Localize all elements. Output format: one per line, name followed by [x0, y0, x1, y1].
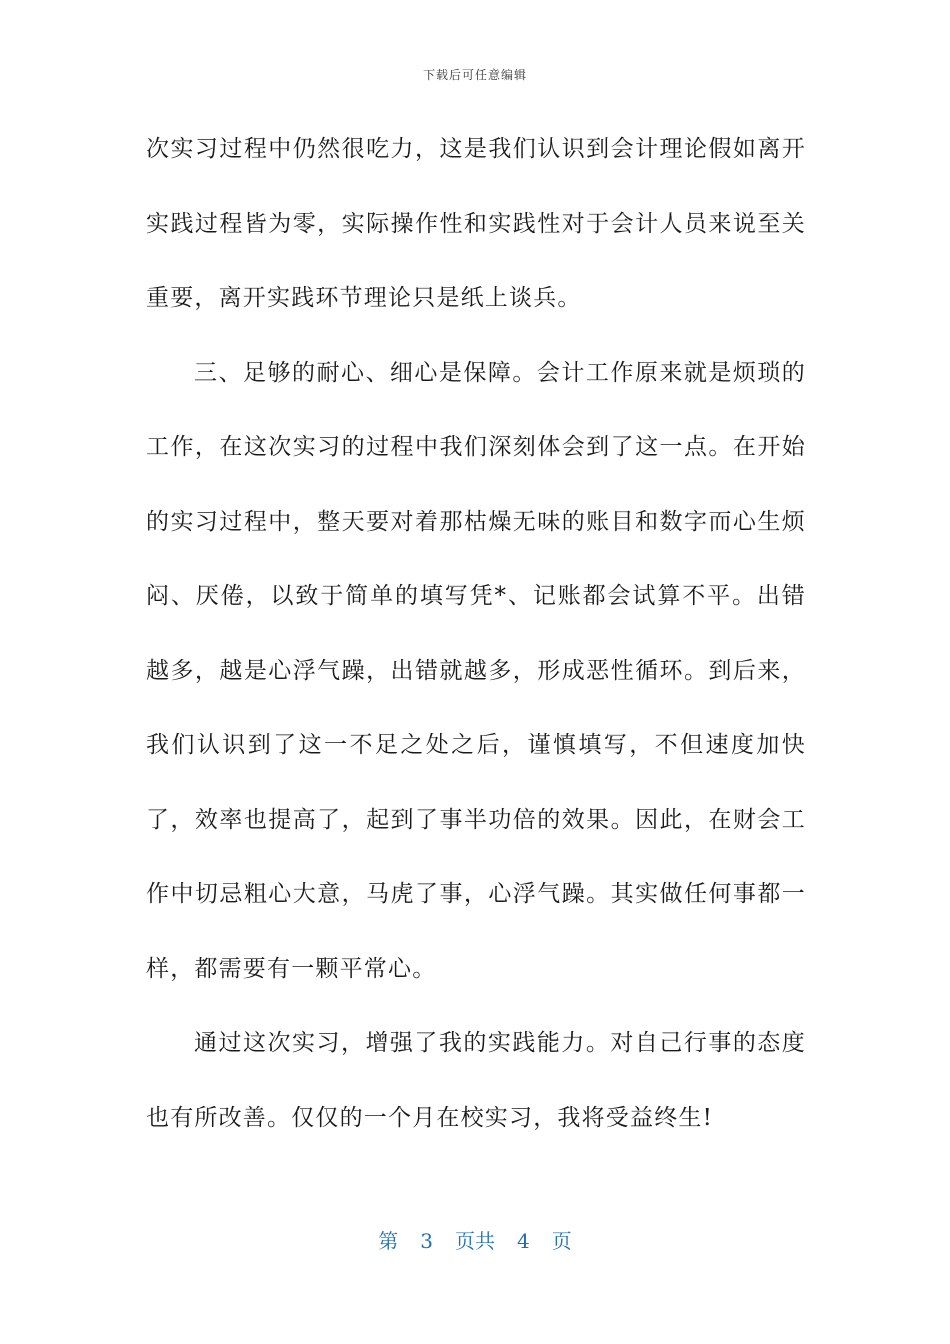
page-footer	[0, 1225, 950, 1254]
footer-middle: 页共	[455, 1229, 495, 1253]
footer-total-pages: 4	[517, 1229, 530, 1253]
paragraph-3: 通过这次实习，增强了我的实践能力。对自己行事的态度也有所改善。仅仅的一个月在校实习，我将受益终生!	[146, 1030, 806, 1131]
paragraph-1: 次实习过程中仍然很吃力，这是我们认识到会计理论假如离开实践过程皆为零，实际操作性和实践性对于会计人员来说至关重要，离开实践环节理论只是纸上谈兵。	[146, 136, 806, 311]
footer-suffix: 页	[551, 1229, 572, 1253]
paragraph-2: 三、足够的耐心、细心是保障。会计工作原来就是烦琐的工作，在这次实习的过程中我们深刻体会到了这一点。在开始的实习过程中，整天要对着那枯燥无味的账目和数字而心生烦闷、厌倦，以致于简单的填写凭*、记账都会试算不平。出错越多，越是心浮气躁，出错就越多，形成恶性循环。到后来，我们认识到了这一不足之处之后，谨慎填写，不但速度加快了，效率也提高了，起到了事半功倍的效果。因此，在财会工作中切忌粗心大意，马虎了事，心浮气躁。其实做任何事都一样，都需要有一颗平常心。	[146, 359, 806, 982]
footer-prefix: 第	[378, 1229, 399, 1253]
footer-page-number: 3	[420, 1229, 433, 1253]
page-header: 下载后可任意编辑	[422, 68, 527, 82]
document-body	[146, 112, 806, 1155]
